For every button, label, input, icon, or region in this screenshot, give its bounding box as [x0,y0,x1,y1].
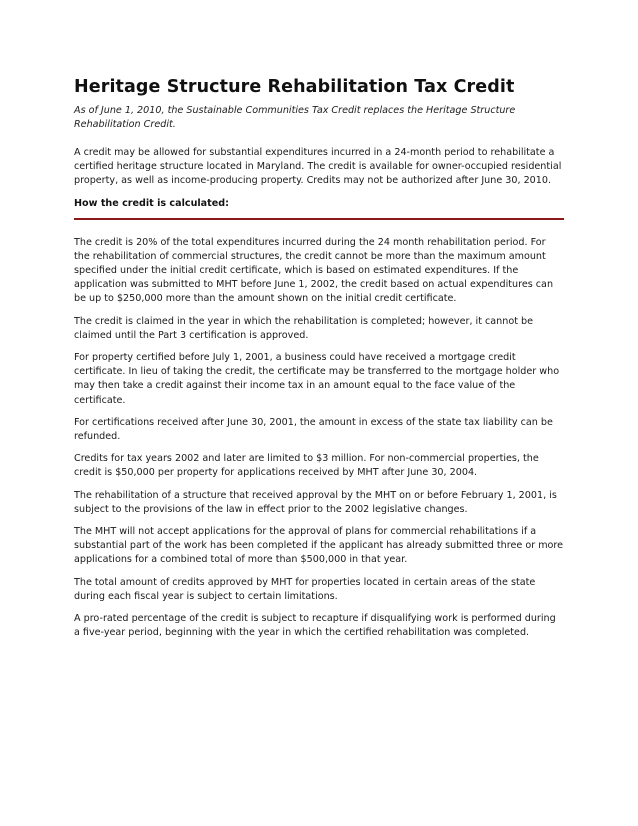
paragraph-limits: Credits for tax years 2002 and later are limited to $3 million. For non-commercial properties, the credit is $50,000 per property for applications received by MHT after June 30, 2004. [74,453,539,479]
page-title: Heritage Structure Rehabilitation Tax Credit [74,77,515,97]
replacement-notice: As of June 1, 2010, the Sustainable Communities Tax Credit replaces the Heritage Structure Rehabilitation Credit. [74,105,516,130]
paragraph-mortgage-certificate: For property certified before July 1, 2001, a business could have received a mortgage credit certificate. In lieu of taking the credit, the certificate may be transferred to the mortgage holder who may then take a credit against their income tax in an amount equal to the face value of the certificate. [74,352,560,406]
paragraph-recapture: A pro-rated percentage of the credit is subject to recapture if disqualifying work is performed during a five-year period, beginning with the year in which the certified rehabilitation was completed. [74,613,556,639]
paragraph-claim-year: The credit is claimed in the year in which the rehabilitation is completed; however, it cannot be claimed until the Part 3 certification is approved. [74,315,534,341]
document-page [74,76,564,648]
section-heading-calculation: How the credit is calculated: [74,197,564,220]
paragraph-credit-rate: The credit is 20% of the total expenditures incurred during the 24 month rehabilitation period. For the rehabilitation of commercial structures, the credit cannot be more than the maximum amount specified under the initial credit certificate, which is based on estimated expenditures. If the application was submitted to MHT before June 1, 2002, the credit based on actual expenditures can be up to $250,000 more than the amount shown on the initial credit certificate. [74,236,554,305]
intro-paragraph: A credit may be allowed for substantial expenditures incurred in a 24-month period to rehabilitate a certified heritage structure located in Maryland. The credit is available for owner-occupied residential property, as well as income-producing property. Credits may not be authorized after June 30, 2010. [74,147,562,187]
section-body [74,236,564,641]
paragraph-refund: For certifications received after June 30, 2001, the amount in excess of the state tax liability can be refunded. [74,416,553,443]
paragraph-fiscal-limitations: The total amount of credits approved by MHT for properties located in certain areas of the state during each fiscal year is subject to certain limitations. [74,576,536,602]
paragraph-application-restriction: The MHT will not accept applications for the approval of plans for commercial rehabilitations if a substantial part of the work has been completed if the applicant has already submitted three or more applications for a combined total of more than $500,000 in that year. [74,526,564,566]
paragraph-prior-law: The rehabilitation of a structure that received approval by the MHT on or before February 1, 2001, is subject to the provisions of the law in effect prior to the 2002 legislative changes. [74,489,557,515]
